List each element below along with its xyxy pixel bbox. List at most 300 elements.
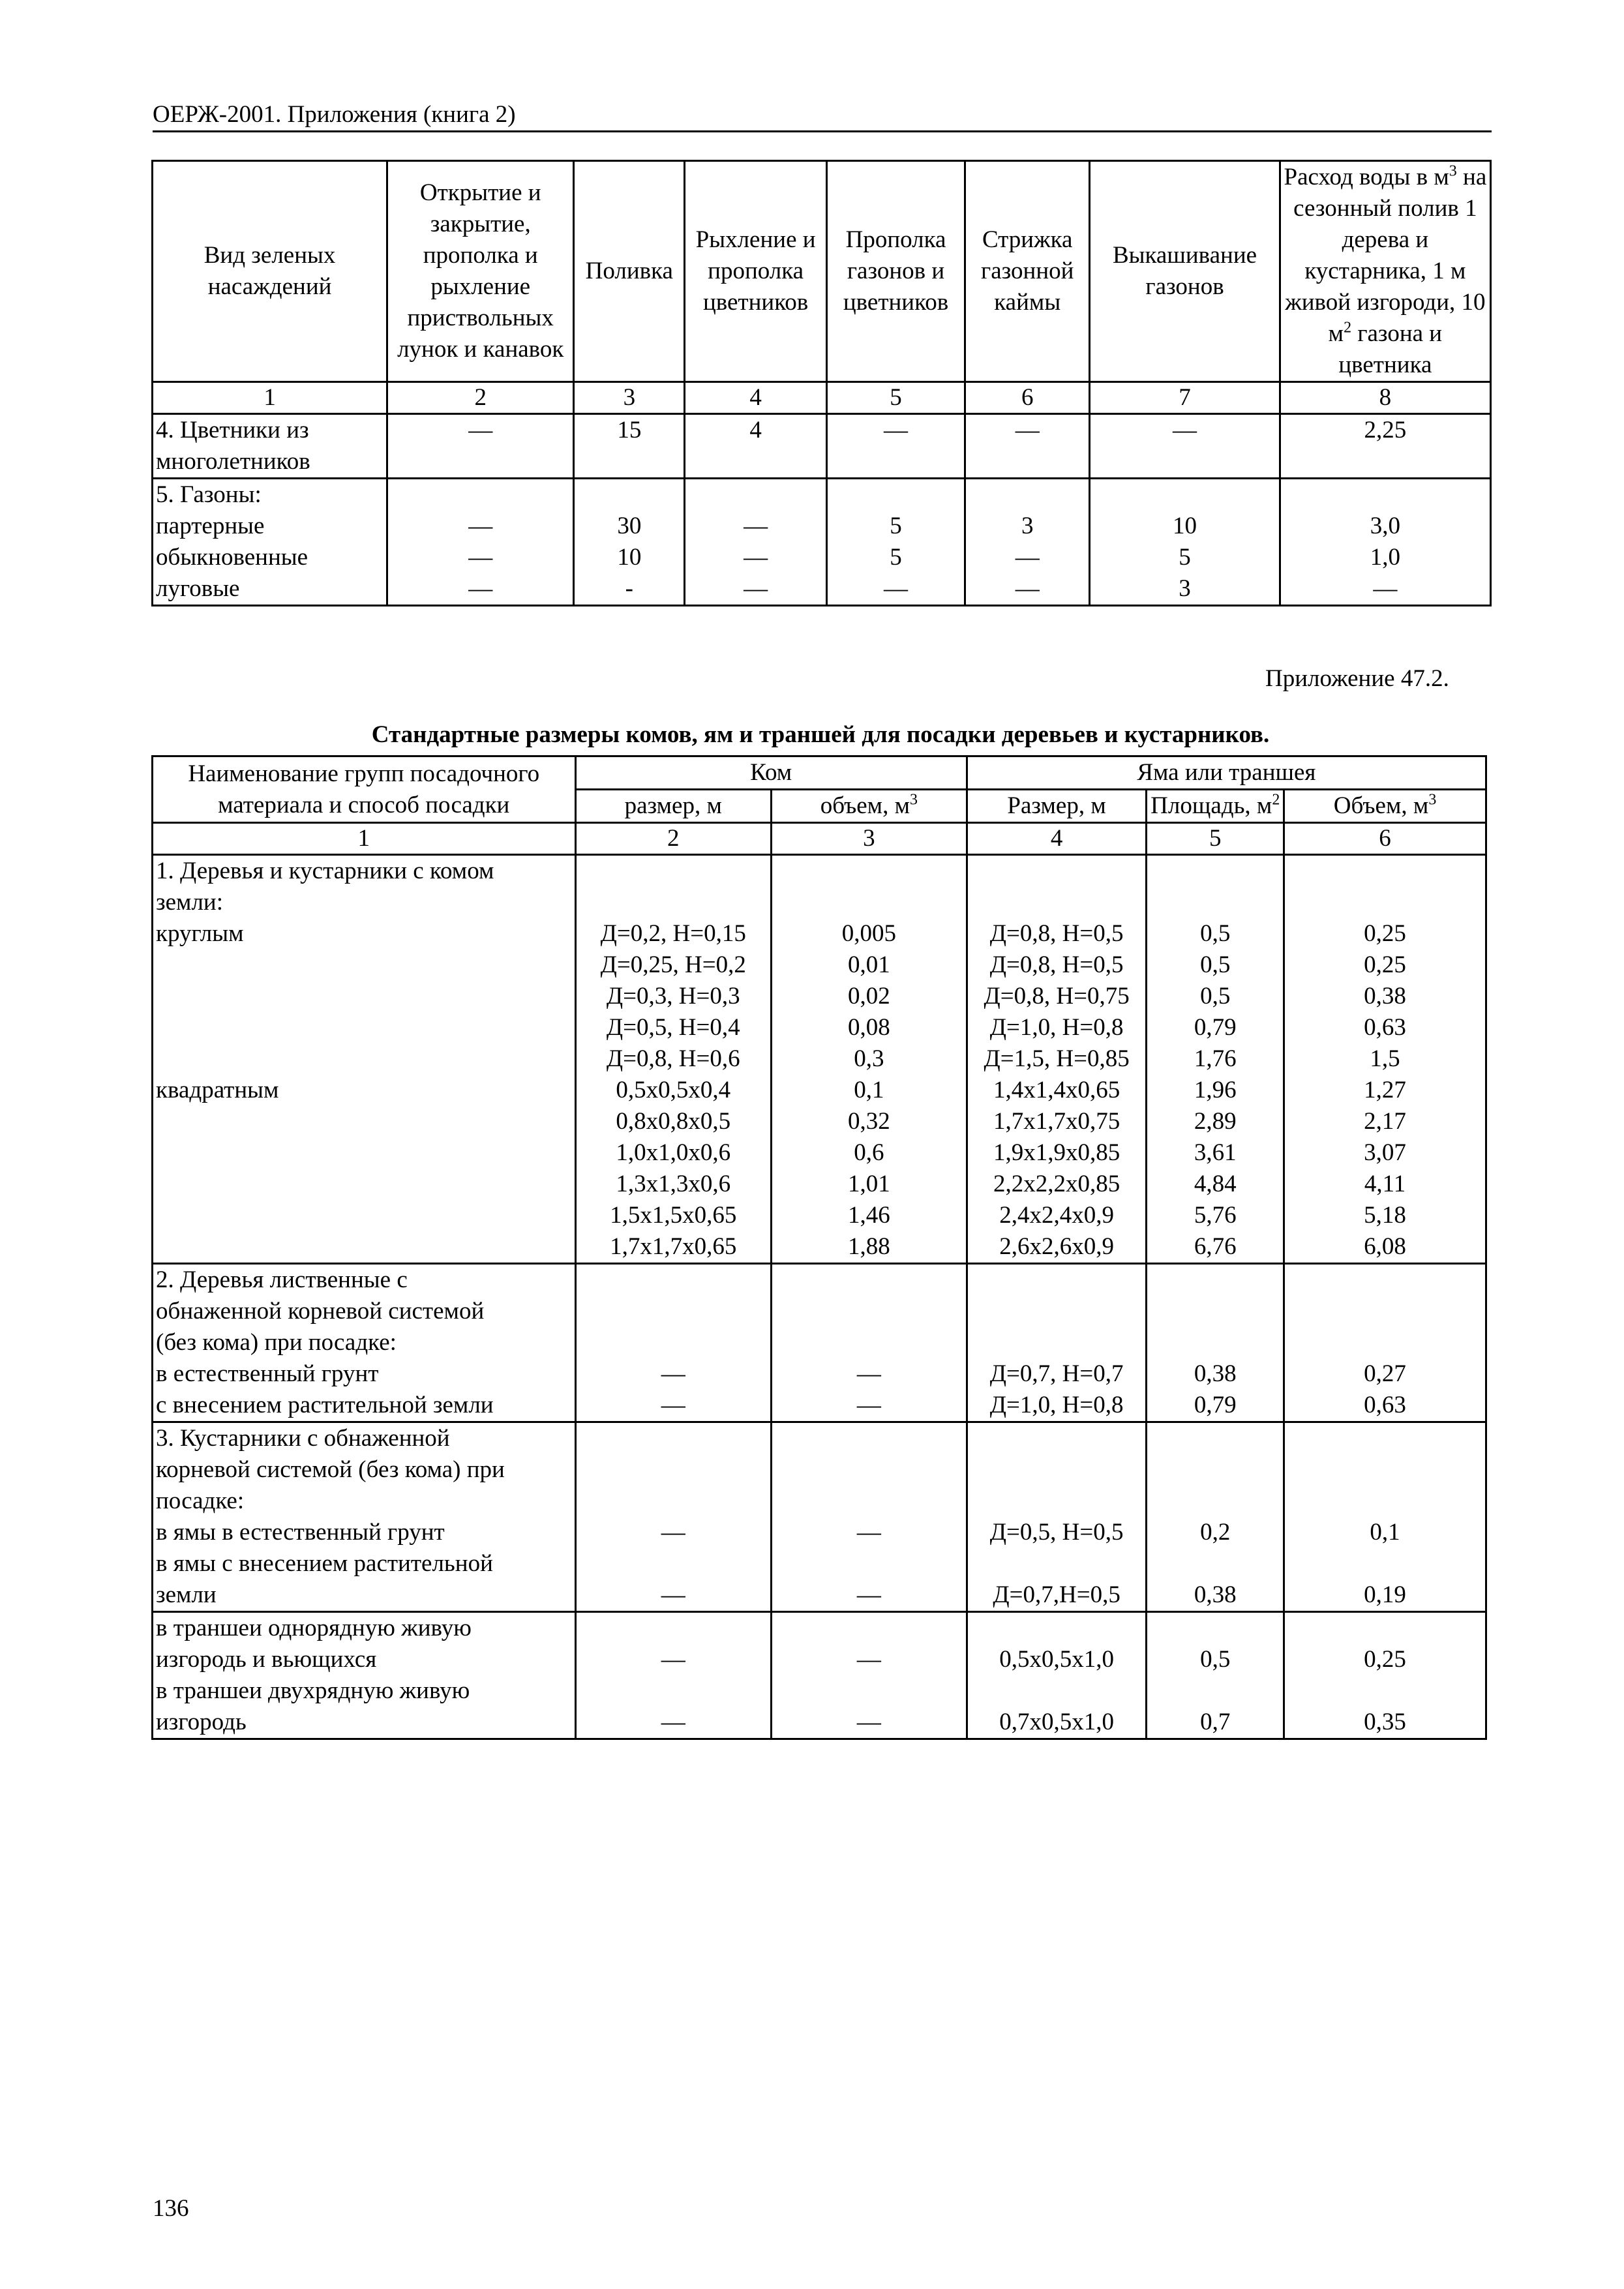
header-cell: Открытие и закрытие, прополка и рыхление приствольных лунок и канавок bbox=[387, 161, 574, 382]
cell-line: 2,89 bbox=[1194, 1108, 1237, 1135]
cell-line: 1,3х1,3х0,6 bbox=[616, 1171, 731, 1197]
header-cell: Яма или траншея bbox=[967, 756, 1486, 790]
cell-line: — bbox=[661, 1519, 685, 1546]
cell-line: изгородь и вьющихся bbox=[156, 1646, 377, 1673]
cell-line bbox=[579, 1454, 768, 1486]
cell-line: 10 bbox=[1173, 513, 1197, 539]
column-number: 3 bbox=[771, 823, 967, 855]
cell-line bbox=[969, 479, 1086, 511]
cell-line: 3 bbox=[1179, 575, 1191, 602]
cell-line: 0,35 bbox=[1364, 1709, 1406, 1735]
cell-line bbox=[1287, 1548, 1482, 1579]
cell-line: в ямы с внесением растительной bbox=[156, 1550, 493, 1577]
cell-line: в естественный грунт bbox=[156, 1360, 379, 1387]
table-body bbox=[153, 414, 1491, 606]
cell-line: 2,4х2,4х0,9 bbox=[999, 1202, 1114, 1229]
cell-line: земли: bbox=[156, 889, 223, 916]
table-cell bbox=[153, 414, 387, 479]
cell-line bbox=[775, 1454, 963, 1486]
cell-line: — bbox=[744, 575, 768, 602]
cell-line: — bbox=[468, 544, 493, 571]
cell-line: 5 bbox=[1179, 544, 1191, 571]
cell-line: 0,7 bbox=[1200, 1709, 1231, 1735]
header-text: газона и цветника bbox=[1338, 320, 1443, 378]
cell-line bbox=[1287, 1454, 1482, 1486]
cell-line: 2. Деревья лиственные с bbox=[156, 1266, 408, 1293]
cell-line bbox=[156, 1137, 572, 1169]
table-cell bbox=[153, 1612, 576, 1739]
column-number: 7 bbox=[1090, 382, 1280, 414]
cell-line bbox=[156, 950, 572, 981]
cell-line: Д=0,8, Н=0,5 bbox=[989, 951, 1124, 978]
header-text: на сезонный полив 1 дерева и кустарника, 1 м живой изгороди, 10 м bbox=[1285, 164, 1487, 347]
cell-line: 4,11 bbox=[1364, 1171, 1406, 1197]
cell-line: 2,25 bbox=[1364, 417, 1407, 443]
cell-line: 0,8х0,8х0,5 bbox=[616, 1108, 731, 1135]
cell-line bbox=[579, 1675, 768, 1707]
cell-line: — bbox=[1015, 575, 1040, 602]
cell-line: 1,01 bbox=[848, 1171, 890, 1197]
cell-line: 0,1 bbox=[854, 1077, 884, 1103]
cell-line: 0,38 bbox=[1194, 1581, 1237, 1608]
column-number: 1 bbox=[153, 382, 387, 414]
table-cell bbox=[575, 1422, 771, 1612]
cell-line bbox=[1150, 1548, 1280, 1579]
cell-line: — bbox=[1015, 417, 1040, 443]
cell-line: Д=0,5, Н=0,5 bbox=[989, 1519, 1124, 1546]
cell-line: 0,2 bbox=[1200, 1519, 1231, 1546]
cell-line: многолетников bbox=[156, 448, 310, 475]
table-cell bbox=[1090, 414, 1280, 479]
cell-line bbox=[775, 1423, 963, 1454]
column-number-row bbox=[153, 382, 1491, 414]
cell-line: 0,25 bbox=[1364, 951, 1406, 978]
cell-line: 0,19 bbox=[1364, 1581, 1406, 1608]
cell-line bbox=[156, 1200, 572, 1231]
cell-line: — bbox=[884, 575, 909, 602]
cell-line: 0,5 bbox=[1200, 920, 1231, 947]
cell-line: 0,5 bbox=[1200, 951, 1231, 978]
cell-line bbox=[970, 1613, 1143, 1644]
cell-line: 10 bbox=[617, 544, 642, 571]
cell-line bbox=[579, 1264, 768, 1296]
cell-line: Д=0,5, Н=0,4 bbox=[606, 1014, 740, 1041]
cell-line: 0,79 bbox=[1194, 1392, 1237, 1418]
column-number: 4 bbox=[685, 382, 827, 414]
table-cell bbox=[1280, 414, 1490, 479]
cell-line: 0,27 bbox=[1364, 1360, 1406, 1387]
cell-line bbox=[391, 479, 570, 511]
cell-line: 0,5 bbox=[1200, 983, 1231, 1010]
cell-line: обнаженной корневой системой bbox=[156, 1298, 485, 1324]
table-cell bbox=[771, 1264, 967, 1422]
cell-line: — bbox=[884, 417, 909, 443]
cell-line: 0,63 bbox=[1364, 1392, 1406, 1418]
header-cell: Размер, м bbox=[967, 790, 1147, 823]
table-cell bbox=[153, 1422, 576, 1612]
cell-line bbox=[579, 1613, 768, 1644]
superscript: 2 bbox=[1344, 319, 1352, 337]
cell-line bbox=[156, 1012, 572, 1043]
cell-line: 3,0 bbox=[1370, 513, 1400, 539]
cell-line: — bbox=[856, 1360, 881, 1387]
cell-line: — bbox=[661, 1392, 685, 1418]
cell-line: 0,5х0,5х1,0 bbox=[999, 1646, 1114, 1673]
header-cell: Поливка bbox=[574, 161, 685, 382]
cell-line: — bbox=[661, 1581, 685, 1608]
cell-line bbox=[579, 1296, 768, 1327]
header-cell: Стрижка газонной каймы bbox=[965, 161, 1090, 382]
header-cell bbox=[1147, 790, 1284, 823]
cell-line bbox=[579, 1423, 768, 1454]
cell-line: — bbox=[1015, 544, 1040, 571]
table-body bbox=[153, 855, 1486, 1739]
cell-line bbox=[775, 1296, 963, 1327]
header-cell: Рыхление и прополка цветников bbox=[685, 161, 827, 382]
header-text: Объем, м bbox=[1333, 792, 1429, 819]
cell-line: 4. Цветники из bbox=[156, 417, 309, 443]
cell-line: Д=0,8, Н=0,6 bbox=[606, 1045, 740, 1072]
table-row bbox=[153, 479, 1491, 606]
column-number-row bbox=[153, 823, 1486, 855]
table-cell bbox=[387, 414, 574, 479]
cell-line: Д=0,8, Н=0,5 bbox=[989, 920, 1124, 947]
cell-line bbox=[775, 856, 963, 887]
appendix-label: Приложение 47.2. bbox=[1265, 665, 1449, 692]
cell-line: 1,46 bbox=[848, 1202, 890, 1229]
table-cell bbox=[1284, 1264, 1486, 1422]
table-cell bbox=[967, 1612, 1147, 1739]
cell-line bbox=[1150, 1327, 1280, 1358]
cell-line: — bbox=[468, 575, 493, 602]
cell-line: — bbox=[856, 1392, 881, 1418]
cell-line: 6,08 bbox=[1364, 1233, 1406, 1260]
cell-line bbox=[1093, 479, 1276, 511]
cell-line: 2,6х2,6х0,9 bbox=[999, 1233, 1114, 1260]
table-cell bbox=[1147, 855, 1284, 1264]
column-number: 6 bbox=[965, 382, 1090, 414]
cell-line: 0,01 bbox=[848, 951, 890, 978]
cell-line: Д=0,3, Н=0,3 bbox=[606, 983, 740, 1010]
superscript: 3 bbox=[1449, 162, 1457, 180]
cell-line: Д=1,0, Н=0,8 bbox=[989, 1392, 1124, 1418]
cell-line: 5,18 bbox=[1364, 1202, 1406, 1229]
cell-line: 1,76 bbox=[1194, 1045, 1237, 1072]
cell-line: 3,07 bbox=[1364, 1139, 1406, 1166]
cell-line: в ямы в естественный грунт bbox=[156, 1519, 445, 1546]
cell-line bbox=[775, 1486, 963, 1517]
cell-line: 5 bbox=[890, 513, 902, 539]
table-cell bbox=[826, 414, 965, 479]
cell-line: 1,0 bbox=[1370, 544, 1400, 571]
cell-line: в траншеи двухрядную живую bbox=[156, 1677, 470, 1704]
page-number: 136 bbox=[153, 2195, 189, 2222]
cell-line: 0,32 bbox=[848, 1108, 890, 1135]
cell-line: — bbox=[856, 1581, 881, 1608]
table-cell bbox=[1147, 1422, 1284, 1612]
cell-line: Д=0,2, Н=0,15 bbox=[600, 920, 746, 947]
column-number: 2 bbox=[387, 382, 574, 414]
cell-line: 5. Газоны: bbox=[156, 481, 262, 508]
planting-sizes-table bbox=[151, 755, 1487, 1740]
header-cell: Вид зеленых насаждений bbox=[153, 161, 387, 382]
header-cell bbox=[1284, 790, 1486, 823]
cell-line bbox=[1150, 1264, 1280, 1296]
table-cell bbox=[153, 855, 576, 1264]
column-number: 5 bbox=[826, 382, 965, 414]
cell-line: 1,4х1,4х0,65 bbox=[993, 1077, 1120, 1103]
cell-line: изгородь bbox=[156, 1709, 247, 1735]
cell-line: Д=0,7,Н=0,5 bbox=[993, 1581, 1120, 1608]
cell-line: в траншеи однорядную живую bbox=[156, 1615, 472, 1641]
cell-line bbox=[1150, 856, 1280, 887]
table-cell bbox=[771, 855, 967, 1264]
column-number: 8 bbox=[1280, 382, 1490, 414]
maintenance-table bbox=[151, 160, 1492, 606]
superscript: 2 bbox=[1272, 791, 1280, 809]
cell-line: 3 bbox=[1021, 513, 1034, 539]
cell-line: 3,61 bbox=[1194, 1139, 1237, 1166]
cell-line: — bbox=[1173, 417, 1197, 443]
cell-line: 4,84 bbox=[1194, 1171, 1237, 1197]
cell-line: 1,5х1,5х0,65 bbox=[610, 1202, 737, 1229]
header-text: объем, м bbox=[820, 792, 910, 819]
cell-line bbox=[1287, 1675, 1482, 1707]
cell-line bbox=[1287, 1327, 1482, 1358]
cell-line bbox=[579, 1548, 768, 1579]
cell-line bbox=[970, 856, 1143, 887]
column-number: 5 bbox=[1147, 823, 1284, 855]
cell-line bbox=[1287, 1423, 1482, 1454]
cell-line: обыкновенные bbox=[156, 544, 308, 571]
cell-line bbox=[1284, 479, 1487, 511]
cell-line: 15 bbox=[617, 417, 642, 443]
cell-line bbox=[830, 479, 961, 511]
cell-line bbox=[970, 1327, 1143, 1358]
superscript: 3 bbox=[910, 791, 918, 809]
cell-line: 1,96 bbox=[1194, 1077, 1237, 1103]
cell-line bbox=[970, 1548, 1143, 1579]
cell-line: 30 bbox=[617, 513, 642, 539]
table-cell bbox=[574, 414, 685, 479]
cell-line bbox=[970, 1423, 1143, 1454]
cell-line: 1,7х1,7х0,65 bbox=[610, 1233, 737, 1260]
cell-line: 6,76 bbox=[1194, 1233, 1237, 1260]
header-text: Расход воды в м bbox=[1284, 164, 1449, 190]
cell-line: 5 bbox=[890, 544, 902, 571]
table-cell bbox=[387, 479, 574, 606]
cell-line: - bbox=[625, 575, 633, 602]
cell-line: 1,88 bbox=[848, 1233, 890, 1260]
cell-line: круглым bbox=[156, 920, 244, 947]
cell-line bbox=[579, 1327, 768, 1358]
cell-line bbox=[579, 1486, 768, 1517]
cell-line: 0,79 bbox=[1194, 1014, 1237, 1041]
table-cell bbox=[685, 479, 827, 606]
cell-line: 1,5 bbox=[1370, 1045, 1400, 1072]
table-cell bbox=[575, 855, 771, 1264]
table-cell bbox=[967, 855, 1147, 1264]
cell-line bbox=[579, 856, 768, 887]
cell-line: луговые bbox=[156, 575, 240, 602]
cell-line: 0,02 bbox=[848, 983, 890, 1010]
cell-line: с внесением растительной земли bbox=[156, 1392, 494, 1418]
table-cell bbox=[574, 479, 685, 606]
table-cell bbox=[965, 479, 1090, 606]
cell-line bbox=[688, 479, 823, 511]
cell-line bbox=[1287, 1264, 1482, 1296]
cell-line: 0,7х0,5х1,0 bbox=[999, 1709, 1114, 1735]
cell-line: Д=0,7, Н=0,7 bbox=[989, 1360, 1124, 1387]
cell-line: 0,1 bbox=[1370, 1519, 1400, 1546]
cell-line: посадке: bbox=[156, 1488, 245, 1514]
table-header-row bbox=[153, 756, 1486, 790]
table-cell bbox=[153, 479, 387, 606]
header-text: Площадь, м bbox=[1150, 792, 1272, 819]
column-number: 1 bbox=[153, 823, 576, 855]
cell-line: — bbox=[468, 417, 493, 443]
header-cell bbox=[1280, 161, 1490, 382]
cell-line bbox=[1150, 1296, 1280, 1327]
cell-line bbox=[1287, 856, 1482, 887]
cell-line bbox=[579, 887, 768, 918]
cell-line: 1,7х1,7х0,75 bbox=[993, 1108, 1120, 1135]
cell-line: 0,5х0,5х0,4 bbox=[616, 1077, 731, 1103]
table-row bbox=[153, 855, 1486, 1264]
cell-line: 0,005 bbox=[841, 920, 896, 947]
cell-line: — bbox=[1373, 575, 1398, 602]
cell-line: 0,08 bbox=[848, 1014, 890, 1041]
table-header-row bbox=[153, 161, 1491, 382]
cell-line: 2,2х2,2х0,85 bbox=[993, 1171, 1120, 1197]
cell-line bbox=[1150, 1454, 1280, 1486]
cell-line: — bbox=[468, 513, 493, 539]
cell-line: 2,17 bbox=[1364, 1108, 1406, 1135]
cell-line bbox=[1287, 887, 1482, 918]
table-cell bbox=[1147, 1612, 1284, 1739]
cell-line bbox=[970, 1264, 1143, 1296]
cell-line: Д=1,5, Н=0,85 bbox=[984, 1045, 1130, 1072]
table-cell bbox=[967, 1264, 1147, 1422]
cell-line bbox=[970, 1296, 1143, 1327]
cell-line bbox=[1150, 1675, 1280, 1707]
cell-line: 4 bbox=[749, 417, 762, 443]
cell-line: 3. Кустарники с обнаженной bbox=[156, 1425, 450, 1452]
cell-line bbox=[970, 1675, 1143, 1707]
cell-line: 1,9х1,9х0,85 bbox=[993, 1139, 1120, 1166]
cell-line bbox=[156, 1043, 572, 1075]
cell-line bbox=[1150, 1423, 1280, 1454]
table-cell bbox=[967, 1422, 1147, 1612]
table-cell bbox=[1090, 479, 1280, 606]
cell-line: 0,3 bbox=[854, 1045, 884, 1072]
table-row bbox=[153, 1264, 1486, 1422]
cell-line: — bbox=[661, 1709, 685, 1735]
table-row bbox=[153, 414, 1491, 479]
cell-line: — bbox=[661, 1360, 685, 1387]
cell-line: 1. Деревья и кустарники с комом bbox=[156, 858, 494, 884]
cell-line bbox=[970, 887, 1143, 918]
header-cell bbox=[771, 790, 967, 823]
cell-line bbox=[1150, 1613, 1280, 1644]
table-cell bbox=[153, 1264, 576, 1422]
cell-line: Д=1,0, Н=0,8 bbox=[989, 1014, 1124, 1041]
cell-line bbox=[775, 887, 963, 918]
table-cell bbox=[965, 414, 1090, 479]
cell-line: 0,6 bbox=[854, 1139, 884, 1166]
table-cell bbox=[1284, 855, 1486, 1264]
cell-line bbox=[156, 1169, 572, 1200]
header-cell: Наименование групп посадочного материала и способ посадки bbox=[153, 756, 576, 823]
table-cell bbox=[685, 414, 827, 479]
header-cell: Ком bbox=[575, 756, 967, 790]
table-cell bbox=[1147, 1264, 1284, 1422]
table-cell bbox=[1284, 1422, 1486, 1612]
cell-line bbox=[775, 1264, 963, 1296]
table-title: Стандартные размеры комов, ям и траншей для посадки деревьев и кустарников. bbox=[371, 721, 1270, 748]
cell-line bbox=[156, 1231, 572, 1263]
table-cell bbox=[575, 1264, 771, 1422]
table-row bbox=[153, 1612, 1486, 1739]
column-number: 3 bbox=[574, 382, 685, 414]
cell-line: — bbox=[856, 1709, 881, 1735]
column-number: 4 bbox=[967, 823, 1147, 855]
cell-line: — bbox=[744, 544, 768, 571]
cell-line: 0,25 bbox=[1364, 1646, 1406, 1673]
cell-line: 0,38 bbox=[1364, 983, 1406, 1010]
column-number: 6 bbox=[1284, 823, 1486, 855]
cell-line bbox=[1150, 1486, 1280, 1517]
cell-line: Д=0,25, Н=0,2 bbox=[600, 951, 746, 978]
table-cell bbox=[575, 1612, 771, 1739]
cell-line: партерные bbox=[156, 513, 265, 539]
cell-line bbox=[156, 981, 572, 1012]
cell-line bbox=[156, 1106, 572, 1137]
cell-line: (без кома) при посадке: bbox=[156, 1329, 397, 1356]
cell-line: квадратным bbox=[156, 1077, 279, 1103]
cell-line: земли bbox=[156, 1581, 217, 1608]
header-cell: Прополка газонов и цветников bbox=[826, 161, 965, 382]
cell-line bbox=[970, 1454, 1143, 1486]
cell-line: 0,25 bbox=[1364, 920, 1406, 947]
table-cell bbox=[1284, 1612, 1486, 1739]
cell-line: 1,0х1,0х0,6 bbox=[616, 1139, 731, 1166]
cell-line: 0,38 bbox=[1194, 1360, 1237, 1387]
header-cell: Выкашивание газонов bbox=[1090, 161, 1280, 382]
cell-line bbox=[1287, 1613, 1482, 1644]
table-row bbox=[153, 1422, 1486, 1612]
cell-line: Д=0,8, Н=0,75 bbox=[984, 983, 1130, 1010]
cell-line: — bbox=[856, 1646, 881, 1673]
header-cell: размер, м bbox=[575, 790, 771, 823]
cell-line bbox=[775, 1327, 963, 1358]
cell-line: — bbox=[661, 1646, 685, 1673]
cell-line bbox=[775, 1548, 963, 1579]
cell-line bbox=[577, 479, 681, 511]
cell-line bbox=[775, 1613, 963, 1644]
cell-line: корневой системой (без кома) при bbox=[156, 1456, 505, 1483]
table-cell bbox=[826, 479, 965, 606]
cell-line bbox=[1287, 1296, 1482, 1327]
table-cell bbox=[1280, 479, 1490, 606]
table-cell bbox=[771, 1422, 967, 1612]
cell-line bbox=[775, 1675, 963, 1707]
running-header: ОЕРЖ-2001. Приложения (книга 2) bbox=[153, 99, 1492, 132]
cell-line: 5,76 bbox=[1194, 1202, 1237, 1229]
cell-line: 1,27 bbox=[1364, 1077, 1406, 1103]
cell-line bbox=[1287, 1486, 1482, 1517]
cell-line: — bbox=[856, 1519, 881, 1546]
